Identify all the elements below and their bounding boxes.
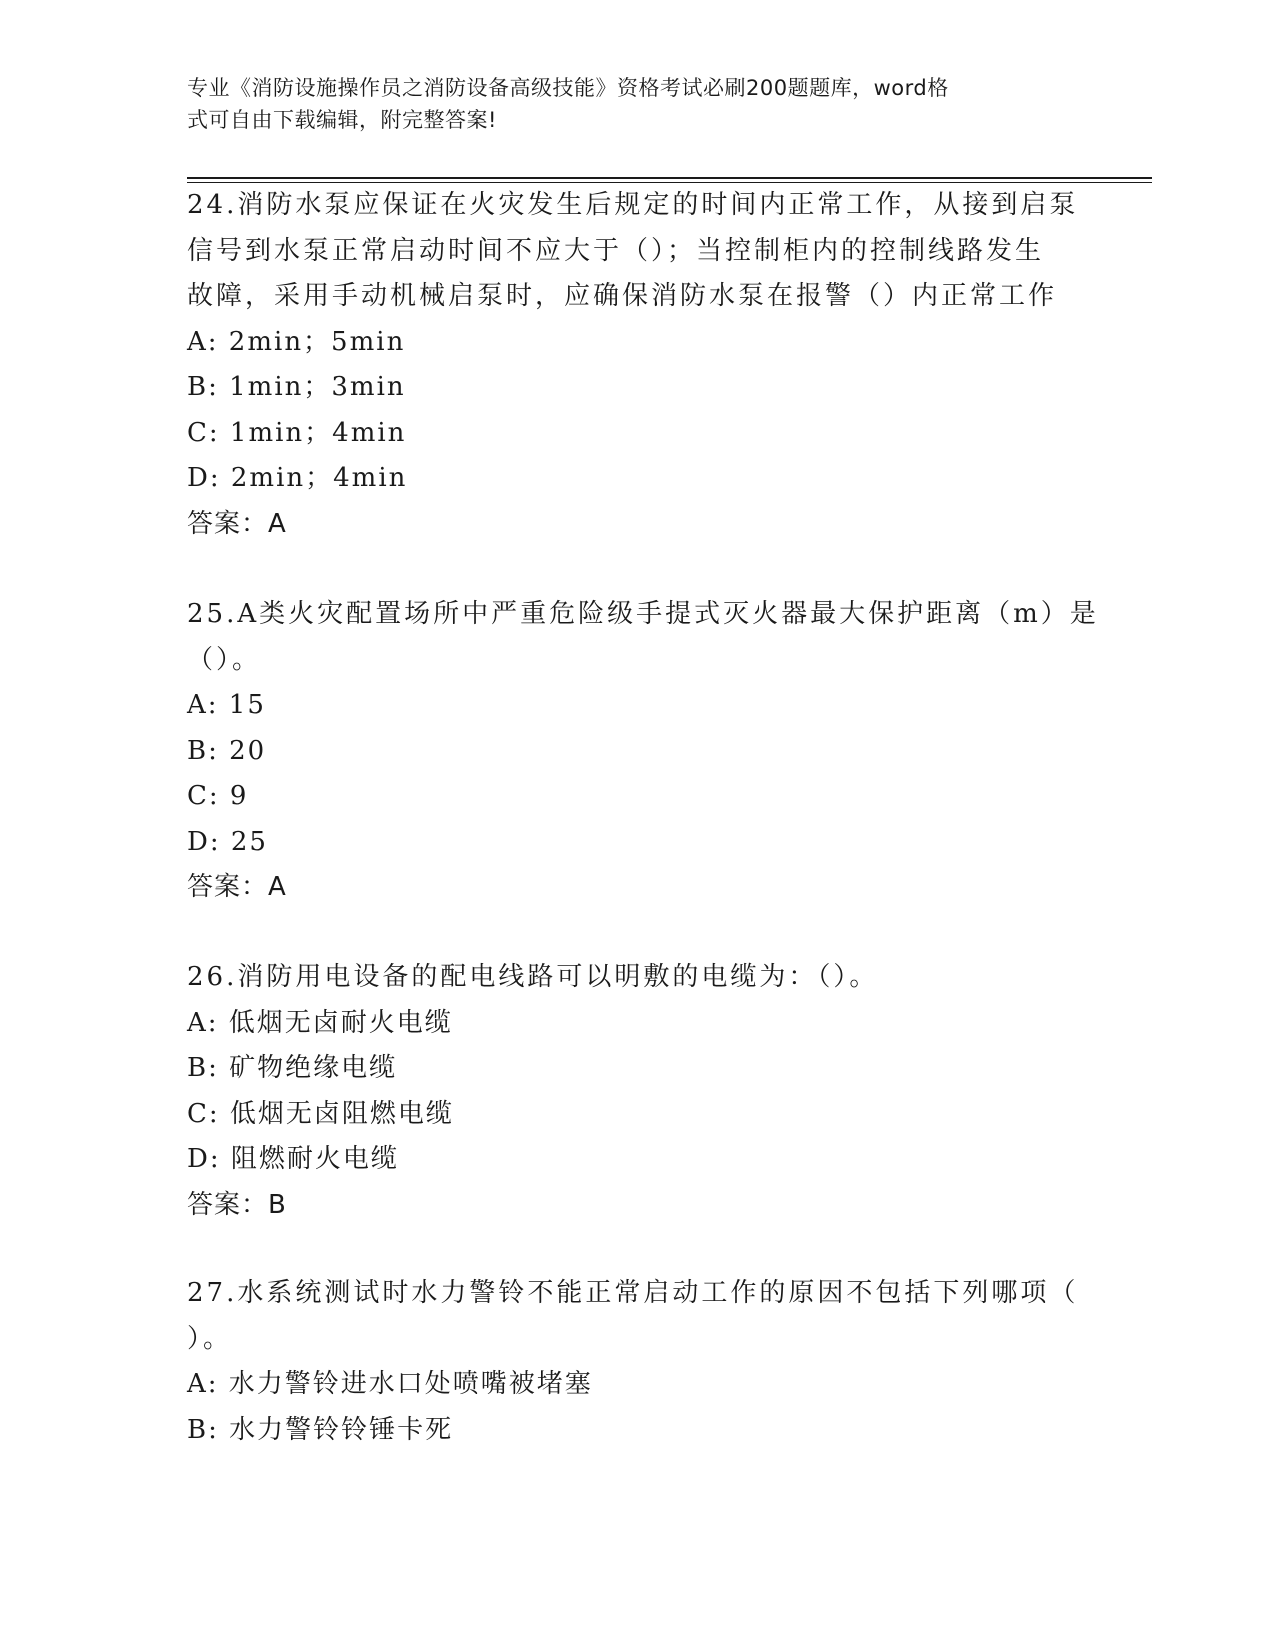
option-d: D: 阻燃耐火电缆 — [187, 1144, 399, 1174]
question-text-line: ）。 — [187, 1323, 233, 1354]
question-text-line: 信号到水泵正常启动时间不应大于（）；当控制柜内的控制线路发生 — [187, 235, 1045, 266]
question-text-line: 27.水系统测试时水力警铃不能正常启动工作的原因不包括下列哪项（ — [187, 1278, 1079, 1308]
option-d: D: 2min；4min — [187, 463, 408, 493]
option-d: D: 25 — [187, 826, 268, 857]
option-c: C: 9 — [187, 781, 249, 811]
answer: 答案：A — [187, 508, 287, 539]
header-line-1: 专业《消防设施操作员之消防设备高级技能》资格考试必刷200题题库，word格 — [187, 76, 949, 100]
question-text-line: 故障，采用手动机械启泵时，应确保消防水泵在报警（）内正常工作 — [187, 281, 1058, 311]
question-text-line: 26.消防用电设备的配电线路可以明敷的电缆为：（）。 — [187, 962, 879, 992]
option-a: A: 15 — [187, 690, 266, 720]
answer: 答案：A — [187, 872, 287, 902]
question-text-line: 25.A类火灾配置场所中严重危险级手提式灭火器最大保护距离（m）是 — [187, 599, 1099, 629]
question-text-line: 24.消防水泵应保证在火灾发生后规定的时间内正常工作，从接到启泵 — [187, 190, 1079, 220]
option-a: A: 水力警铃进水口处喷嘴被堵塞 — [187, 1369, 593, 1399]
header-line-2: 式可自由下载编辑，附完整答案! — [187, 108, 497, 132]
option-b: B: 1min；3min — [187, 372, 406, 402]
question-text-line: （）。 — [187, 644, 262, 675]
question-25 — [187, 592, 1099, 911]
question-27 — [187, 1271, 1087, 1453]
header-divider-thick — [187, 177, 1152, 179]
question-26 — [187, 955, 1087, 1228]
option-a: A: 2min；5min — [187, 326, 406, 357]
option-b: B: 矿物绝缘电缆 — [187, 1053, 398, 1083]
question-24 — [187, 183, 1087, 547]
option-b: B: 水力警铃铃锤卡死 — [187, 1414, 454, 1445]
option-c: C: 低烟无卤阻燃电缆 — [187, 1098, 454, 1129]
answer: 答案：B — [187, 1189, 287, 1220]
option-b: B: 20 — [187, 735, 267, 766]
option-c: C: 1min；4min — [187, 417, 407, 448]
option-a: A: 低烟无卤耐火电缆 — [187, 1007, 453, 1038]
document-header — [187, 72, 1087, 136]
